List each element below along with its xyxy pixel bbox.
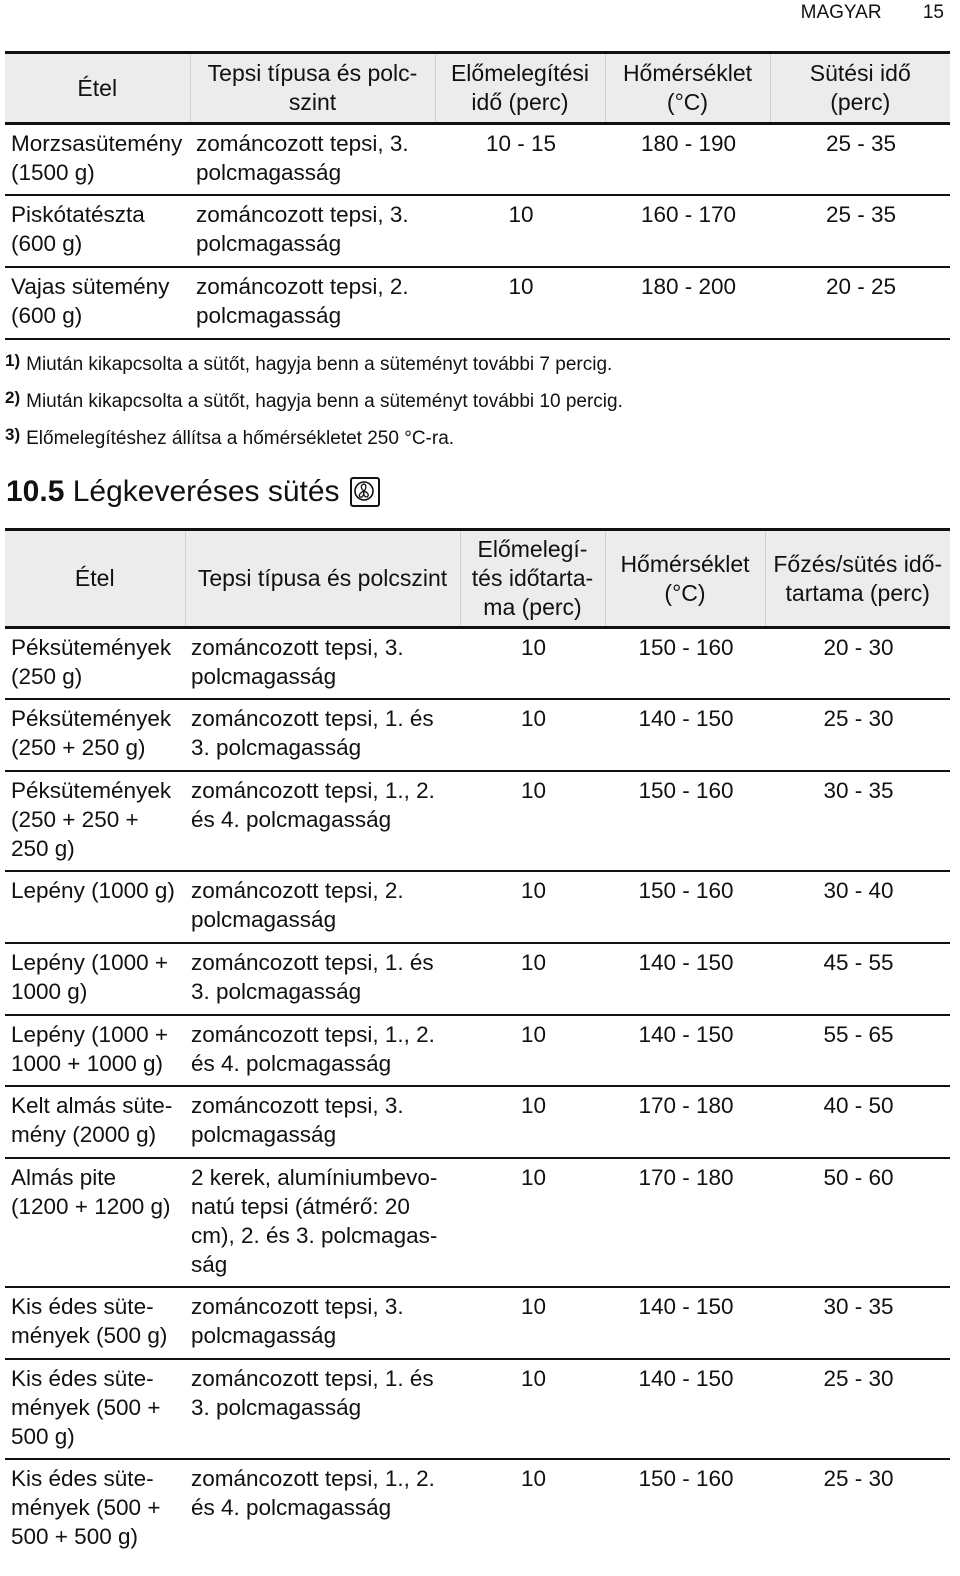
tray-cell: zománcozott tepsi, 3. polcmagasság bbox=[191, 1092, 404, 1147]
preheat-cell: 10 bbox=[520, 1465, 547, 1491]
time-cell: 45 - 55 bbox=[823, 949, 894, 975]
language-label: MAGYAR bbox=[800, 2, 882, 23]
temperature-cell: 150 - 160 bbox=[638, 1465, 734, 1491]
column-header: Előmelegítési idő (perc) bbox=[435, 53, 605, 124]
food-cell: Kis édes süte- mények (500 g) bbox=[11, 1293, 168, 1348]
food-cell: Vajas sütemény (600 g) bbox=[11, 273, 170, 328]
food-cell: Lepény (1000 g) bbox=[11, 877, 175, 903]
preheat-cell: 10 - 15 bbox=[485, 131, 557, 156]
tray-cell: zománcozott tepsi, 1., 2. és 4. polcmagasság bbox=[191, 1021, 435, 1076]
tray-cell: zománcozott tepsi, 1. és 3. polcmagasság bbox=[191, 1365, 434, 1420]
temperature-cell: 170 - 180 bbox=[638, 1092, 734, 1118]
preheat-cell: 10 bbox=[520, 705, 547, 731]
table-row bbox=[5, 871, 950, 943]
temperature-cell: 150 - 160 bbox=[638, 777, 734, 803]
baking-table-1 bbox=[5, 51, 950, 340]
food-cell: Péksütemények (250 + 250 + 250 g) bbox=[11, 777, 172, 861]
table-row bbox=[5, 699, 950, 771]
footnote-mark: 2) bbox=[5, 388, 21, 407]
preheat-cell: 10 bbox=[520, 1164, 547, 1190]
food-cell: Lepény (1000 + 1000 g) bbox=[11, 949, 169, 1004]
table-row bbox=[5, 267, 950, 339]
footnote-mark: 1) bbox=[5, 351, 21, 370]
footnote-text: Miután kikapcsolta a sütőt, hagyja benn a süteményt további 7 percig. bbox=[26, 354, 613, 375]
footnote bbox=[5, 344, 623, 381]
preheat-cell: 10 bbox=[508, 273, 534, 299]
footnote bbox=[5, 381, 623, 418]
preheat-cell: 10 bbox=[520, 1092, 547, 1118]
temperature-cell: 140 - 150 bbox=[638, 949, 734, 975]
table-row bbox=[5, 195, 950, 267]
preheat-cell: 10 bbox=[508, 201, 534, 227]
table-row bbox=[5, 1086, 950, 1158]
temperature-cell: 140 - 150 bbox=[638, 705, 734, 731]
column-header: Étel bbox=[5, 53, 190, 124]
footnotes bbox=[5, 344, 623, 455]
table-header-row bbox=[5, 530, 950, 628]
preheat-cell: 10 bbox=[520, 877, 547, 903]
page-header bbox=[801, 2, 944, 24]
footnote-mark: 3) bbox=[5, 425, 21, 444]
time-cell: 25 - 30 bbox=[823, 1365, 894, 1391]
column-header: Tepsi típusa és polcszint bbox=[185, 530, 460, 628]
preheat-cell: 10 bbox=[520, 1021, 547, 1047]
time-cell: 30 - 35 bbox=[823, 1293, 894, 1319]
temperature-cell: 140 - 150 bbox=[638, 1293, 734, 1319]
time-cell: 25 - 35 bbox=[825, 201, 897, 227]
temperature-cell: 180 - 200 bbox=[640, 273, 737, 299]
tray-cell: zománcozott tepsi, 3. polcmagasság bbox=[196, 131, 409, 185]
column-header: Hőmérséklet (°C) bbox=[605, 53, 770, 124]
column-header: Hőmérséklet (°C) bbox=[605, 530, 765, 628]
tray-cell: 2 kerek, alumíniumbevo- natú tepsi (átmérő: 20 cm), 2. és 3. polcmagas- ság bbox=[191, 1164, 438, 1277]
table-row bbox=[5, 1158, 950, 1287]
section-heading: Légkeveréses sütés bbox=[72, 475, 340, 508]
table-header-row bbox=[5, 53, 950, 124]
temperature-cell: 150 - 160 bbox=[638, 877, 734, 903]
footnote-text: Előmelegítéshez állítsa a hőmérsékletet 250 °C-ra. bbox=[26, 428, 455, 449]
section-title bbox=[6, 475, 380, 509]
footnote-text: Miután kikapcsolta a sütőt, hagyja benn a süteményt további 10 percig. bbox=[26, 391, 623, 412]
time-cell: 50 - 60 bbox=[823, 1164, 894, 1190]
time-cell: 55 - 65 bbox=[823, 1021, 894, 1047]
tray-cell: zománcozott tepsi, 1., 2. és 4. polcmagasság bbox=[191, 1465, 435, 1520]
tray-cell: zománcozott tepsi, 2. polcmagasság bbox=[196, 273, 409, 328]
temperature-cell: 150 - 160 bbox=[638, 635, 734, 660]
footnote bbox=[5, 418, 623, 455]
table-row bbox=[5, 1459, 950, 1555]
page-number: 15 bbox=[922, 2, 944, 23]
time-cell: 30 - 40 bbox=[823, 877, 894, 903]
preheat-cell: 10 bbox=[520, 777, 547, 803]
time-cell: 20 - 25 bbox=[825, 273, 897, 299]
time-cell: 25 - 30 bbox=[823, 705, 894, 731]
preheat-cell: 10 bbox=[520, 635, 547, 660]
table-row bbox=[5, 1015, 950, 1086]
time-cell: 25 - 35 bbox=[825, 131, 897, 156]
tray-cell: zománcozott tepsi, 1. és 3. polcmagasság bbox=[191, 705, 434, 760]
food-cell: Péksütemények (250 + 250 g) bbox=[11, 705, 172, 760]
food-cell: Kelt almás süte- mény (2000 g) bbox=[11, 1092, 173, 1147]
temperature-cell: 160 - 170 bbox=[640, 201, 737, 227]
table-row bbox=[5, 1287, 950, 1359]
temperature-cell: 170 - 180 bbox=[638, 1164, 734, 1190]
table-row bbox=[5, 943, 950, 1015]
temperature-cell: 140 - 150 bbox=[638, 1365, 734, 1391]
tray-cell: zománcozott tepsi, 1., 2. és 4. polcmagasság bbox=[191, 777, 435, 832]
food-cell: Piskótatészta (600 g) bbox=[11, 201, 145, 256]
time-cell: 20 - 30 bbox=[823, 635, 894, 660]
food-cell: Péksütemények (250 g) bbox=[11, 635, 172, 689]
temperature-cell: 180 - 190 bbox=[640, 131, 737, 156]
temperature-cell: 140 - 150 bbox=[638, 1021, 734, 1047]
food-cell: Almás pite (1200 + 1200 g) bbox=[11, 1164, 171, 1219]
time-cell: 25 - 30 bbox=[823, 1465, 894, 1491]
preheat-cell: 10 bbox=[520, 1365, 547, 1391]
time-cell: 40 - 50 bbox=[823, 1092, 894, 1118]
baking-table-2 bbox=[5, 528, 950, 1555]
table-row bbox=[5, 1359, 950, 1459]
column-header: Előmelegí- tés időtarta- ma (perc) bbox=[460, 530, 605, 628]
section-number: 10.5 bbox=[6, 475, 65, 508]
fan-icon bbox=[350, 477, 380, 507]
tray-cell: zománcozott tepsi, 3. polcmagasság bbox=[196, 201, 409, 256]
preheat-cell: 10 bbox=[520, 1293, 547, 1319]
time-cell: 30 - 35 bbox=[823, 777, 894, 803]
column-header: Étel bbox=[5, 530, 185, 628]
tray-cell: zománcozott tepsi, 3. polcmagasság bbox=[191, 1293, 404, 1348]
preheat-cell: 10 bbox=[520, 949, 547, 975]
column-header: Sütési idő (perc) bbox=[770, 53, 950, 124]
tray-cell: zománcozott tepsi, 1. és 3. polcmagasság bbox=[191, 949, 434, 1004]
food-cell: Kis édes süte- mények (500 + 500 + 500 g) bbox=[11, 1465, 161, 1549]
table-row bbox=[5, 628, 950, 699]
table-row bbox=[5, 771, 950, 871]
column-header: Tepsi típusa és polc- szint bbox=[190, 53, 435, 124]
food-cell: Lepény (1000 + 1000 + 1000 g) bbox=[11, 1021, 169, 1076]
table-row bbox=[5, 124, 950, 195]
food-cell: Morzsasütemény (1500 g) bbox=[11, 131, 183, 185]
tray-cell: zománcozott tepsi, 2. polcmagasság bbox=[191, 877, 404, 932]
tray-cell: zománcozott tepsi, 3. polcmagasság bbox=[191, 635, 404, 689]
food-cell: Kis édes süte- mények (500 + 500 g) bbox=[11, 1365, 161, 1449]
column-header: Főzés/sütés idő- tartama (perc) bbox=[765, 530, 950, 628]
